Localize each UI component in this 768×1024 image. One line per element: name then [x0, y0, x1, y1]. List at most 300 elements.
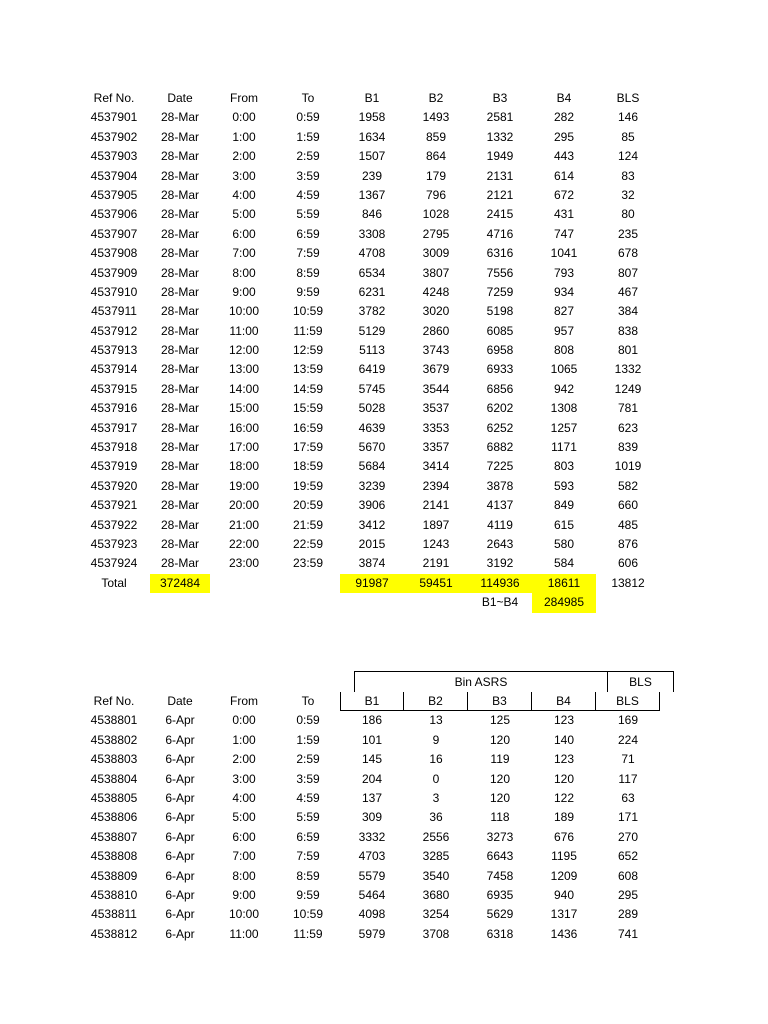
table-cell: 19:59: [292, 478, 324, 493]
table-cell: 4119: [487, 517, 513, 532]
table-cell: 4537924: [90, 556, 138, 571]
table-cell: 28-Mar: [160, 304, 199, 319]
table-cell: 1897: [422, 517, 450, 532]
table-cell: 6643: [486, 849, 514, 864]
table-cell: 2415: [486, 207, 514, 222]
table-cell: 12:00: [228, 343, 260, 358]
table-cell: 6-Apr: [165, 752, 195, 767]
empty-cell: [404, 593, 468, 612]
table-cell: 5:59: [296, 810, 320, 825]
table-cell: 4537909: [90, 265, 138, 280]
hourly-table-6-apr: [80, 692, 660, 944]
table-cell: 5129: [358, 323, 386, 338]
table-cell: 3:00: [232, 168, 256, 183]
table-cell: 4537903: [90, 149, 138, 164]
table-cell: 2795: [422, 226, 450, 241]
table-cell: 876: [617, 536, 639, 551]
subtotal-label: B1~B4: [481, 595, 519, 610]
total-label: Total: [101, 575, 127, 590]
table-cell: 1958: [358, 110, 386, 125]
table-cell: 839: [617, 440, 639, 455]
table-cell: 467: [617, 284, 639, 299]
table-cell: 3874: [358, 556, 386, 571]
table-cell: 6-Apr: [165, 790, 195, 805]
table-cell: 6-Apr: [165, 887, 195, 902]
table-cell: 5028: [358, 401, 386, 416]
table-cell: 1:59: [296, 732, 320, 747]
table-cell: 28-Mar: [160, 129, 199, 144]
table-cell: 431: [553, 207, 575, 222]
table-cell: 4537906: [90, 207, 138, 222]
table-cell: 28-Mar: [160, 246, 199, 261]
table-cell: 146: [617, 110, 639, 125]
table-cell: 827: [553, 304, 575, 319]
table-cell: 23:59: [292, 556, 324, 571]
table-cell: 6-Apr: [165, 868, 195, 883]
column-header: From: [230, 694, 258, 708]
table-cell: 1332: [486, 129, 514, 144]
table-cell: 28-Mar: [160, 226, 199, 241]
table-cell: 28-Mar: [160, 440, 199, 455]
table-cell: 384: [617, 304, 639, 319]
total-b1: 91987: [340, 574, 404, 593]
table-cell: 282: [553, 110, 575, 125]
table-cell: 171: [617, 810, 639, 825]
table-cell: 846: [361, 207, 383, 222]
table-cell: 1:59: [296, 129, 320, 144]
table-cell: 957: [553, 323, 575, 338]
table-cell: 2:00: [232, 752, 256, 767]
table-cell: 270: [617, 829, 639, 844]
table-cell: 6882: [486, 440, 514, 455]
table-cell: 6:59: [296, 226, 320, 241]
table-cell: 295: [617, 887, 639, 902]
table-cell: 137: [361, 790, 383, 805]
table-cell: 2:00: [232, 149, 256, 164]
table-cell: 289: [617, 907, 639, 922]
table-cell: 1209: [550, 868, 578, 883]
table-cell: 71: [621, 752, 635, 767]
table-cell: 2:59: [296, 752, 320, 767]
table-cell: 1634: [358, 129, 386, 144]
table-cell: 6534: [358, 265, 386, 280]
table-cell: 6-Apr: [165, 771, 195, 786]
table-cell: 4537908: [90, 246, 138, 261]
table-cell: 117: [618, 771, 638, 786]
table-cell: 582: [617, 478, 639, 493]
table-cell: 485: [617, 517, 639, 532]
column-header: B1: [364, 91, 380, 105]
table-cell: 10:59: [292, 907, 324, 922]
table-cell: 1367: [358, 187, 386, 202]
table-cell: 9:00: [232, 887, 256, 902]
table-cell: 9:59: [296, 887, 320, 902]
table-cell: 63: [621, 790, 635, 805]
table-cell: 2131: [486, 168, 514, 183]
table-cell: 13:59: [292, 362, 324, 377]
table-cell: 6202: [486, 401, 514, 416]
table-cell: 584: [553, 556, 575, 571]
table-cell: 6252: [486, 420, 514, 435]
table-cell: 940: [553, 887, 575, 902]
table-cell: 4537923: [90, 536, 138, 551]
table-cell: 6933: [486, 362, 514, 377]
table-cell: 10:00: [228, 907, 260, 922]
table-cell: 1507: [358, 149, 386, 164]
table-cell: 28-Mar: [160, 207, 199, 222]
table-cell: 4537901: [90, 110, 138, 125]
table-cell: 6-Apr: [165, 926, 195, 941]
table-cell: 838: [617, 323, 639, 338]
table-cell: 942: [553, 381, 575, 396]
table-cell: 7225: [486, 459, 514, 474]
table-cell: 2121: [486, 187, 514, 202]
bls-group-header: BLS: [608, 671, 674, 692]
table-cell: 4537917: [90, 420, 138, 435]
table-cell: 18:59: [292, 459, 324, 474]
table-cell: 13: [429, 713, 443, 728]
empty-cell: [596, 593, 660, 612]
table-cell: 4537919: [90, 459, 138, 474]
column-header: B4: [532, 692, 596, 711]
table-cell: 4538804: [90, 771, 138, 786]
table-cell: 3009: [422, 246, 450, 261]
table-cell: 4703: [358, 849, 386, 864]
table-cell: 3782: [358, 304, 386, 319]
table-cell: 22:00: [228, 536, 260, 551]
table-cell: 3906: [358, 498, 386, 513]
table-cell: 2581: [486, 110, 514, 125]
table-cell: 28-Mar: [160, 498, 199, 513]
table-cell: 120: [489, 732, 511, 747]
empty-cell: [276, 593, 340, 612]
table-cell: 28-Mar: [160, 284, 199, 299]
table-cell: 3679: [422, 362, 450, 377]
table-cell: 15:59: [292, 401, 324, 416]
table-cell: 615: [553, 517, 575, 532]
table-cell: 16:00: [228, 420, 260, 435]
empty-cell: [212, 593, 276, 612]
table-cell: 6958: [486, 343, 514, 358]
table-cell: 122: [553, 790, 575, 805]
table-cell: 1243: [422, 536, 450, 551]
table-cell: 28-Mar: [160, 478, 199, 493]
table-cell: 16:59: [292, 420, 324, 435]
table-cell: 239: [361, 168, 383, 183]
table-cell: 2556: [422, 829, 450, 844]
table-cell: 125: [489, 713, 511, 728]
table-cell: 5684: [358, 459, 386, 474]
column-header: B3: [468, 692, 532, 711]
bin-asrs-header: Bin ASRS: [354, 671, 608, 692]
table-cell: 28-Mar: [160, 459, 199, 474]
table-cell: 28-Mar: [160, 517, 199, 532]
table-cell: 4716: [486, 226, 514, 241]
table-cell: 28-Mar: [160, 362, 199, 377]
table-cell: 169: [617, 713, 639, 728]
table-cell: 801: [617, 343, 639, 358]
table-cell: 4538808: [90, 849, 138, 864]
table-cell: 28-Mar: [160, 343, 199, 358]
table-cell: 28-Mar: [160, 323, 199, 338]
table-cell: 808: [553, 343, 575, 358]
table-cell: 28-Mar: [160, 149, 199, 164]
table-cell: 5670: [358, 440, 386, 455]
table-cell: 119: [490, 752, 510, 767]
table-cell: 4639: [358, 420, 386, 435]
table-cell: 5:00: [232, 207, 256, 222]
table-cell: 6-Apr: [165, 907, 195, 922]
table-cell: 20:59: [292, 498, 324, 513]
table-cell: 4537922: [90, 517, 138, 532]
table-cell: 3878: [486, 478, 514, 493]
table-cell: 1:00: [232, 129, 256, 144]
table-cell: 4537918: [90, 440, 138, 455]
table-cell: 28-Mar: [160, 556, 199, 571]
table-cell: 28-Mar: [160, 420, 199, 435]
column-header: B2: [428, 91, 444, 105]
empty-cell: [340, 593, 404, 612]
table-cell: 1028: [422, 207, 450, 222]
table-cell: 608: [617, 868, 639, 883]
table-cell: 179: [425, 168, 447, 183]
table-cell: 1308: [550, 401, 578, 416]
table-cell: 120: [489, 771, 511, 786]
table-cell: 1171: [551, 440, 577, 455]
column-header: From: [230, 91, 258, 105]
table-cell: 4538801: [90, 713, 138, 728]
table-cell: 1949: [486, 149, 514, 164]
table-cell: 4537905: [90, 187, 138, 202]
table-cell: 3537: [422, 401, 450, 416]
table-cell: 0: [432, 771, 440, 786]
table-cell: 28-Mar: [160, 110, 199, 125]
table-cell: 5979: [358, 926, 386, 941]
table-cell: 6:00: [232, 226, 256, 241]
table-cell: 8:59: [296, 868, 320, 883]
table-cell: 4538810: [90, 887, 138, 902]
table-cell: 7:59: [296, 849, 320, 864]
table-cell: 1065: [550, 362, 578, 377]
table-cell: 1257: [550, 420, 578, 435]
table-cell: 4538803: [90, 752, 138, 767]
empty-cell: [148, 593, 212, 612]
table-cell: 6316: [486, 246, 514, 261]
table-cell: 17:00: [228, 440, 260, 455]
table-cell: 614: [553, 168, 575, 183]
column-header: To: [301, 694, 315, 708]
table-cell: 4537920: [90, 478, 138, 493]
table-cell: 3:59: [296, 771, 320, 786]
table-cell: 623: [617, 420, 639, 435]
table-cell: 678: [617, 246, 639, 261]
table-cell: 3414: [422, 459, 450, 474]
table-cell: 859: [425, 129, 447, 144]
table-cell: 3540: [422, 868, 450, 883]
table-cell: 28-Mar: [160, 536, 199, 551]
table-cell: 4538809: [90, 868, 138, 883]
column-header: Date: [167, 694, 193, 708]
hourly-table-28-mar: [80, 89, 660, 613]
table-cell: 2191: [422, 556, 450, 571]
table-cell: 10:59: [292, 304, 324, 319]
table-cell: 4538807: [90, 829, 138, 844]
table-cell: 14:59: [292, 381, 324, 396]
table-cell: 28-Mar: [160, 168, 199, 183]
table-cell: 5113: [359, 343, 385, 358]
table-cell: 8:59: [296, 265, 320, 280]
table-cell: 13:00: [228, 362, 260, 377]
table-cell: 4537912: [90, 323, 138, 338]
table-cell: 3332: [358, 829, 386, 844]
table-cell: 4537913: [90, 343, 138, 358]
table-cell: 660: [617, 498, 639, 513]
table-cell: 28-Mar: [160, 187, 199, 202]
table-cell: 1041: [550, 246, 578, 261]
table-cell: 16: [429, 752, 443, 767]
table-cell: 4537907: [90, 226, 138, 241]
table-cell: 7:59: [296, 246, 320, 261]
table-cell: 1332: [614, 362, 642, 377]
table-cell: 1436: [550, 926, 578, 941]
table-cell: 224: [617, 732, 639, 747]
table-cell: 4708: [358, 246, 386, 261]
table-cell: 7:00: [232, 246, 256, 261]
table-cell: 781: [617, 401, 639, 416]
table2-group-header: [354, 671, 674, 692]
table-cell: 849: [553, 498, 575, 513]
table-cell: 652: [617, 849, 639, 864]
table-cell: 1:00: [232, 732, 256, 747]
table-cell: 28-Mar: [160, 265, 199, 280]
column-header: B3: [492, 91, 508, 105]
table-cell: 7259: [486, 284, 514, 299]
table-cell: 676: [553, 829, 575, 844]
table-cell: 0:59: [296, 713, 320, 728]
table-cell: 580: [553, 536, 575, 551]
table-cell: 20:00: [228, 498, 260, 513]
table-cell: 6231: [358, 284, 386, 299]
table-cell: 4537904: [90, 168, 138, 183]
table-cell: 7:00: [232, 849, 256, 864]
table-cell: 204: [361, 771, 383, 786]
table-cell: 2643: [486, 536, 514, 551]
column-header: To: [301, 91, 315, 105]
table-cell: 4538811: [91, 907, 137, 922]
table-cell: 2860: [422, 323, 450, 338]
table-cell: 3020: [422, 304, 450, 319]
table-cell: 14:00: [228, 381, 260, 396]
table-cell: 0:00: [232, 110, 256, 125]
table-cell: 0:59: [296, 110, 320, 125]
table-cell: 1195: [551, 849, 577, 864]
table-cell: 3:59: [296, 168, 320, 183]
table-cell: 4137: [486, 498, 514, 513]
table-cell: 4537914: [90, 362, 138, 377]
table-cell: 4248: [422, 284, 450, 299]
table-cell: 21:59: [292, 517, 324, 532]
table-cell: 4537902: [90, 129, 138, 144]
table-cell: 6-Apr: [165, 713, 195, 728]
column-header: Ref No.: [93, 91, 135, 105]
table-cell: 4538805: [90, 790, 138, 805]
table-cell: 9:59: [296, 284, 320, 299]
table-cell: 83: [621, 168, 635, 183]
table-cell: 1019: [614, 459, 642, 474]
table-cell: 11:59: [293, 926, 323, 941]
table-cell: 807: [617, 265, 639, 280]
table-cell: 4537916: [90, 401, 138, 416]
total-b4: 18611: [532, 574, 596, 593]
table-cell: 3357: [422, 440, 450, 455]
table-cell: 3308: [358, 226, 386, 241]
column-header: B1: [340, 692, 404, 711]
table-cell: 3353: [422, 420, 450, 435]
column-header: B2: [404, 692, 468, 711]
table-cell: 6935: [486, 887, 514, 902]
table-cell: 4538812: [90, 926, 138, 941]
table-cell: 4537911: [91, 304, 137, 319]
table-cell: 6-Apr: [165, 829, 195, 844]
table-cell: 3273: [486, 829, 514, 844]
table-cell: 741: [617, 926, 639, 941]
table-cell: 793: [553, 265, 575, 280]
table-cell: 6-Apr: [165, 732, 195, 747]
table-cell: 11:00: [229, 323, 259, 338]
table-cell: 606: [617, 556, 639, 571]
table-cell: 4:00: [232, 187, 256, 202]
table-cell: 4537921: [90, 498, 138, 513]
table-cell: 11:59: [293, 323, 323, 338]
table-cell: 295: [553, 129, 575, 144]
table-cell: 3708: [422, 926, 450, 941]
table-cell: 18:00: [228, 459, 260, 474]
table-cell: 189: [553, 810, 575, 825]
table-cell: 120: [553, 771, 575, 786]
table-cell: 443: [553, 149, 575, 164]
table-cell: 28-Mar: [160, 401, 199, 416]
table-cell: 11:00: [229, 926, 259, 941]
table-cell: 803: [553, 459, 575, 474]
table-cell: 4:59: [296, 187, 320, 202]
table-cell: 3192: [486, 556, 514, 571]
total-b3: 114936: [468, 574, 532, 593]
table-cell: 5579: [358, 868, 386, 883]
table-cell: 23:00: [228, 556, 260, 571]
table-cell: 5:59: [296, 207, 320, 222]
table-cell: 3680: [422, 887, 450, 902]
table-cell: 235: [617, 226, 639, 241]
total-bls: 13812: [611, 575, 645, 590]
table-cell: 5629: [486, 907, 514, 922]
table-cell: 120: [489, 790, 511, 805]
table-cell: 6318: [486, 926, 514, 941]
total-b2: 59451: [404, 574, 468, 593]
table-cell: 85: [621, 129, 635, 144]
table-cell: 3412: [358, 517, 386, 532]
empty-cell: [212, 574, 276, 593]
table-cell: 309: [361, 810, 383, 825]
table-cell: 4537915: [90, 381, 138, 396]
table-cell: 6:00: [232, 829, 256, 844]
table-cell: 2141: [422, 498, 450, 513]
table-cell: 17:59: [292, 440, 324, 455]
table-cell: 36: [429, 810, 443, 825]
table-cell: 10:00: [228, 304, 260, 319]
table-cell: 4:59: [296, 790, 320, 805]
table-cell: 0:00: [232, 713, 256, 728]
table-cell: 1493: [422, 110, 450, 125]
